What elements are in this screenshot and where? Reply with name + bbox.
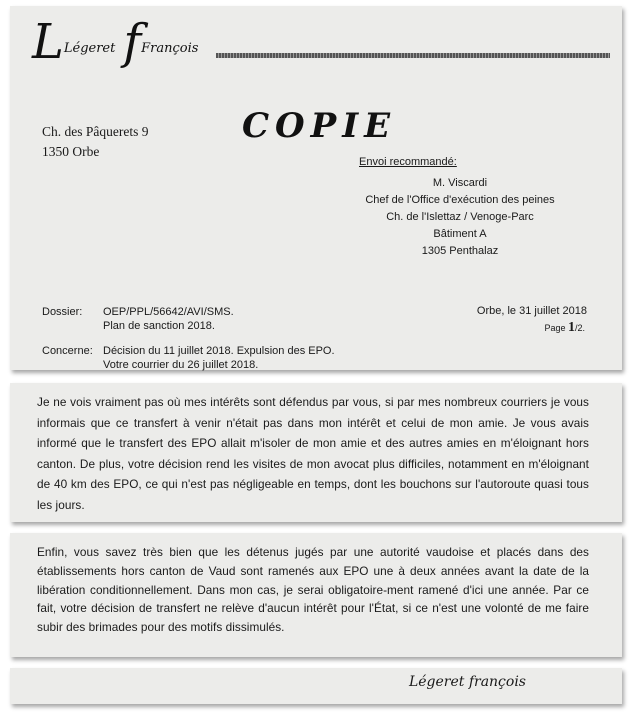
recipient-address [340, 175, 580, 260]
recipient-line: 1305 Penthalaz [421, 245, 499, 257]
logo-name-francois: François [141, 41, 199, 56]
logo-initial-f: f [123, 14, 142, 70]
sender-address [42, 122, 148, 162]
logo-initial-l: L [32, 14, 64, 70]
dossier-line: Plan de sanction 2018. [103, 320, 215, 332]
recipient-line: Chef de l'Office d'exécution des peines [365, 194, 555, 206]
logo-name-legeret: Légeret [63, 41, 116, 56]
paragraph-card-2 [10, 533, 622, 657]
registered-mail-heading: Envoi recommandé: [359, 156, 457, 168]
copy-stamp: COPIE [242, 106, 397, 146]
page-label: Page [544, 323, 566, 333]
concerne-line: Votre courrier du 26 juillet 2018. [103, 359, 259, 371]
body-paragraph-1: Je ne vois vraiment pas où mes intérêts sont défendus par vous, si par mes nombreux courriers je vous informais que ce transfert à venir n'était pas dans mon intérêt et celui de mon amie. Je vous avais informé que le transfert des EPO allait m'isoler de mon amie et des autres amies en m'éloignant hors canton. De plus, votre décision rend les visites de mon avocat plus difficiles, notamment en m'éloignant de 40 km des EPO, ce qui n'est pas négligeable en temps, dont les bouchons sur l'autoroute quasi tous les jours. [37, 395, 589, 512]
signature: Légeret françois [408, 674, 526, 690]
logo [32, 14, 199, 70]
dossier-label: Dossier: [42, 306, 83, 318]
recipient-line: M. Viscardi [432, 177, 488, 189]
sender-line: Ch. des Pâquerets 9 [42, 124, 149, 139]
recipient-line: Ch. de l'Islettaz / Venoge-Parc [386, 211, 534, 223]
letterhead-card [10, 6, 622, 370]
letter-date: Orbe, le 31 juillet 2018 [476, 305, 587, 317]
dossier-line: OEP/PPL/56642/AVI/SMS. [103, 306, 234, 318]
page-total: /2. [574, 323, 585, 333]
recipient-line: Bâtiment A [433, 228, 487, 240]
concerne-line: Décision du 11 juillet 2018. Expulsion des EPO. [103, 345, 335, 357]
concerne-label: Concerne: [42, 345, 93, 357]
body-paragraph-2: Enfin, vous savez très bien que les détenus jugés par une autorité vaudoise et placés dans des établissements hors canton de Vaud sont ramenés aux EPO une à deux années avant la date de la libération conditionnellement. Dans mon cas, je serai obligatoire-ment ramené d'ici une année. Par ce fait, votre décision de transfert ne relève d'aucun intérêt pour l'État, si ce n'est une volonté de me faire subir des brimades pour des motifs dissimulés. [37, 545, 589, 635]
signature-card [10, 668, 622, 704]
letterhead-rule [216, 53, 610, 58]
page-current: 1 [567, 320, 575, 335]
paragraph-card-1 [10, 383, 622, 522]
sender-line: 1350 Orbe [42, 144, 100, 159]
page-number [544, 320, 585, 336]
